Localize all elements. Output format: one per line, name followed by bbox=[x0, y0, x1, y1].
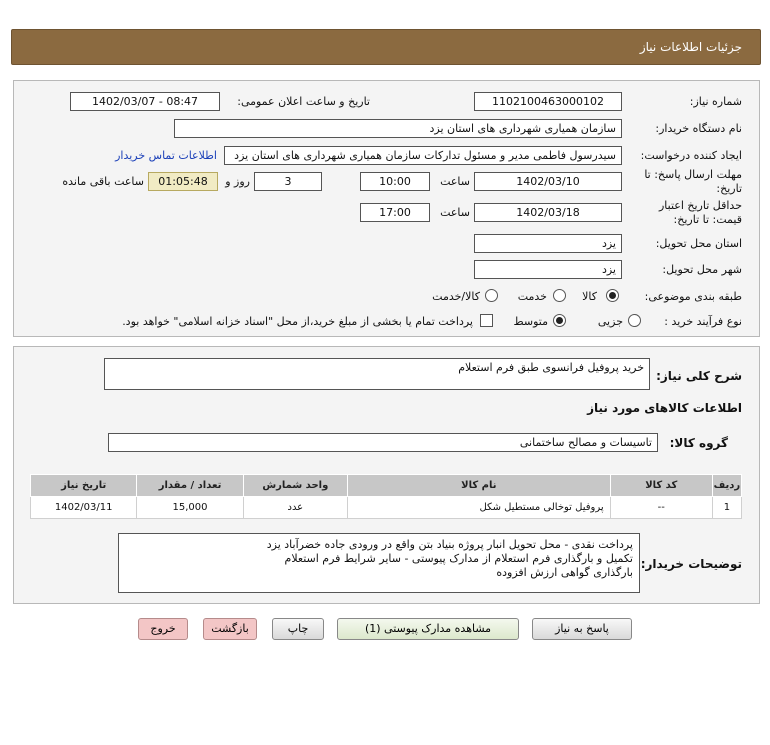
cell-code: -- bbox=[610, 497, 712, 519]
goods-table-header bbox=[31, 475, 742, 497]
summary-label: شرح کلی نیاز: bbox=[656, 369, 742, 383]
buyer-note-line: تکمیل و بارگذاری فرم استعلام از مدارک پیوستی - سایر شرایط فرم استعلام bbox=[284, 552, 633, 565]
col-unit: واحد شمارش bbox=[243, 475, 347, 497]
remaining-label: ساعت باقی مانده bbox=[62, 175, 144, 188]
process-option-medium: متوسط bbox=[513, 315, 548, 328]
col-row: ردیف bbox=[712, 475, 741, 497]
need-number-label: شماره نیاز: bbox=[689, 95, 742, 108]
price-time-label: ساعت bbox=[440, 206, 470, 219]
buyer-org-field: سازمان همیاری شهرداری های استان یزد bbox=[174, 119, 622, 138]
category-radio-goods[interactable] bbox=[606, 289, 619, 302]
col-name: نام کالا bbox=[347, 475, 610, 497]
print-button[interactable]: چاپ bbox=[272, 618, 324, 640]
page-title: جزئیات اطلاعات نیاز bbox=[639, 40, 742, 54]
cell-quantity: 15,000 bbox=[137, 497, 243, 519]
province-field: یزد bbox=[474, 234, 622, 253]
category-option-service: خدمت bbox=[517, 290, 547, 303]
buyer-note-line: بارگذاری گواهی ارزش افزوده bbox=[496, 566, 633, 579]
deadline-time-label: ساعت bbox=[440, 175, 470, 188]
buyer-notes-label: توضیحات خریدار: bbox=[640, 557, 742, 571]
page-header bbox=[11, 29, 761, 65]
cell-date: 1402/03/11 bbox=[31, 497, 137, 519]
cell-unit: عدد bbox=[243, 497, 347, 519]
deadline-time-field: 10:00 bbox=[360, 172, 430, 191]
cell-row: 1 bbox=[712, 497, 741, 519]
goods-table bbox=[30, 474, 742, 519]
remaining-time-field: 01:05:48 bbox=[148, 172, 218, 191]
category-radio-goods-service[interactable] bbox=[485, 289, 498, 302]
reply-button[interactable]: پاسخ به نیاز bbox=[532, 618, 632, 640]
days-label: روز و bbox=[225, 175, 250, 188]
announce-field: 1402/03/07 - 08:47 bbox=[70, 92, 220, 111]
process-radio-medium[interactable] bbox=[553, 314, 566, 327]
goods-section-title: اطلاعات کالاهای مورد نیاز bbox=[587, 401, 742, 415]
price-time-field: 17:00 bbox=[360, 203, 430, 222]
back-button[interactable]: بازگشت bbox=[203, 618, 257, 640]
announce-label: تاریخ و ساعت اعلان عمومی: bbox=[237, 95, 370, 108]
cell-name: پروفیل توخالی مستطیل شکل bbox=[347, 497, 610, 519]
goods-group-label: گروه کالا: bbox=[669, 436, 728, 450]
city-field: یزد bbox=[474, 260, 622, 279]
category-option-goods-service: کالا/خدمت bbox=[432, 290, 480, 303]
treasury-payment-checkbox[interactable] bbox=[480, 314, 493, 327]
process-radio-minor[interactable] bbox=[628, 314, 641, 327]
price-date-field: 1402/03/18 bbox=[474, 203, 622, 222]
buyer-org-label: نام دستگاه خریدار: bbox=[655, 122, 742, 135]
col-quantity: تعداد / مقدار bbox=[137, 475, 243, 497]
province-label: استان محل تحویل: bbox=[655, 237, 742, 250]
deadline-label: مهلت ارسال پاسخ: تا تاریخ: bbox=[644, 168, 742, 195]
process-option-minor: جزیی bbox=[597, 315, 623, 328]
contact-buyer-link[interactable]: اطلاعات تماس خریدار bbox=[115, 149, 217, 162]
treasury-payment-note: پرداخت تمام یا بخشی از مبلغ خرید،از محل "اسناد خزانه اسلامی" خواهد بود. bbox=[122, 315, 473, 328]
need-number-field: 1102100463000102 bbox=[474, 92, 622, 111]
summary-field: خرید پروفیل فرانسوی طبق فرم استعلام bbox=[104, 358, 650, 390]
buyer-notes-field bbox=[118, 533, 640, 593]
category-radio-service[interactable] bbox=[553, 289, 566, 302]
view-attachments-button[interactable]: مشاهده مدارک پیوستی (1) bbox=[337, 618, 519, 640]
price-validity-label: حداقل تاریخ اعتبار قیمت: تا تاریخ: bbox=[658, 199, 742, 226]
category-label: طبقه بندی موضوعی: bbox=[644, 290, 742, 303]
creator-field: سیدرسول فاطمی مدیر و مسئول تدارکات سازمان همیاری شهرداری های استان یزد bbox=[224, 146, 622, 165]
process-label: نوع فرآیند خرید : bbox=[664, 315, 742, 328]
city-label: شهر محل تحویل: bbox=[662, 263, 742, 276]
col-code: کد کالا bbox=[610, 475, 712, 497]
exit-button[interactable]: خروج bbox=[138, 618, 188, 640]
table-row[interactable] bbox=[31, 497, 742, 519]
col-date: تاریخ نیاز bbox=[31, 475, 137, 497]
creator-label: ایجاد کننده درخواست: bbox=[640, 149, 742, 162]
deadline-date-field: 1402/03/10 bbox=[474, 172, 622, 191]
days-remaining-field: 3 bbox=[254, 172, 322, 191]
goods-group-field: تاسیسات و مصالح ساختمانی bbox=[108, 433, 658, 452]
category-option-goods: کالا bbox=[582, 290, 597, 303]
buyer-note-line: پرداخت نقدی - محل تحویل انبار پروژه بنیاد بتن واقع در ورودی جاده خضرآباد یزد bbox=[266, 538, 633, 551]
